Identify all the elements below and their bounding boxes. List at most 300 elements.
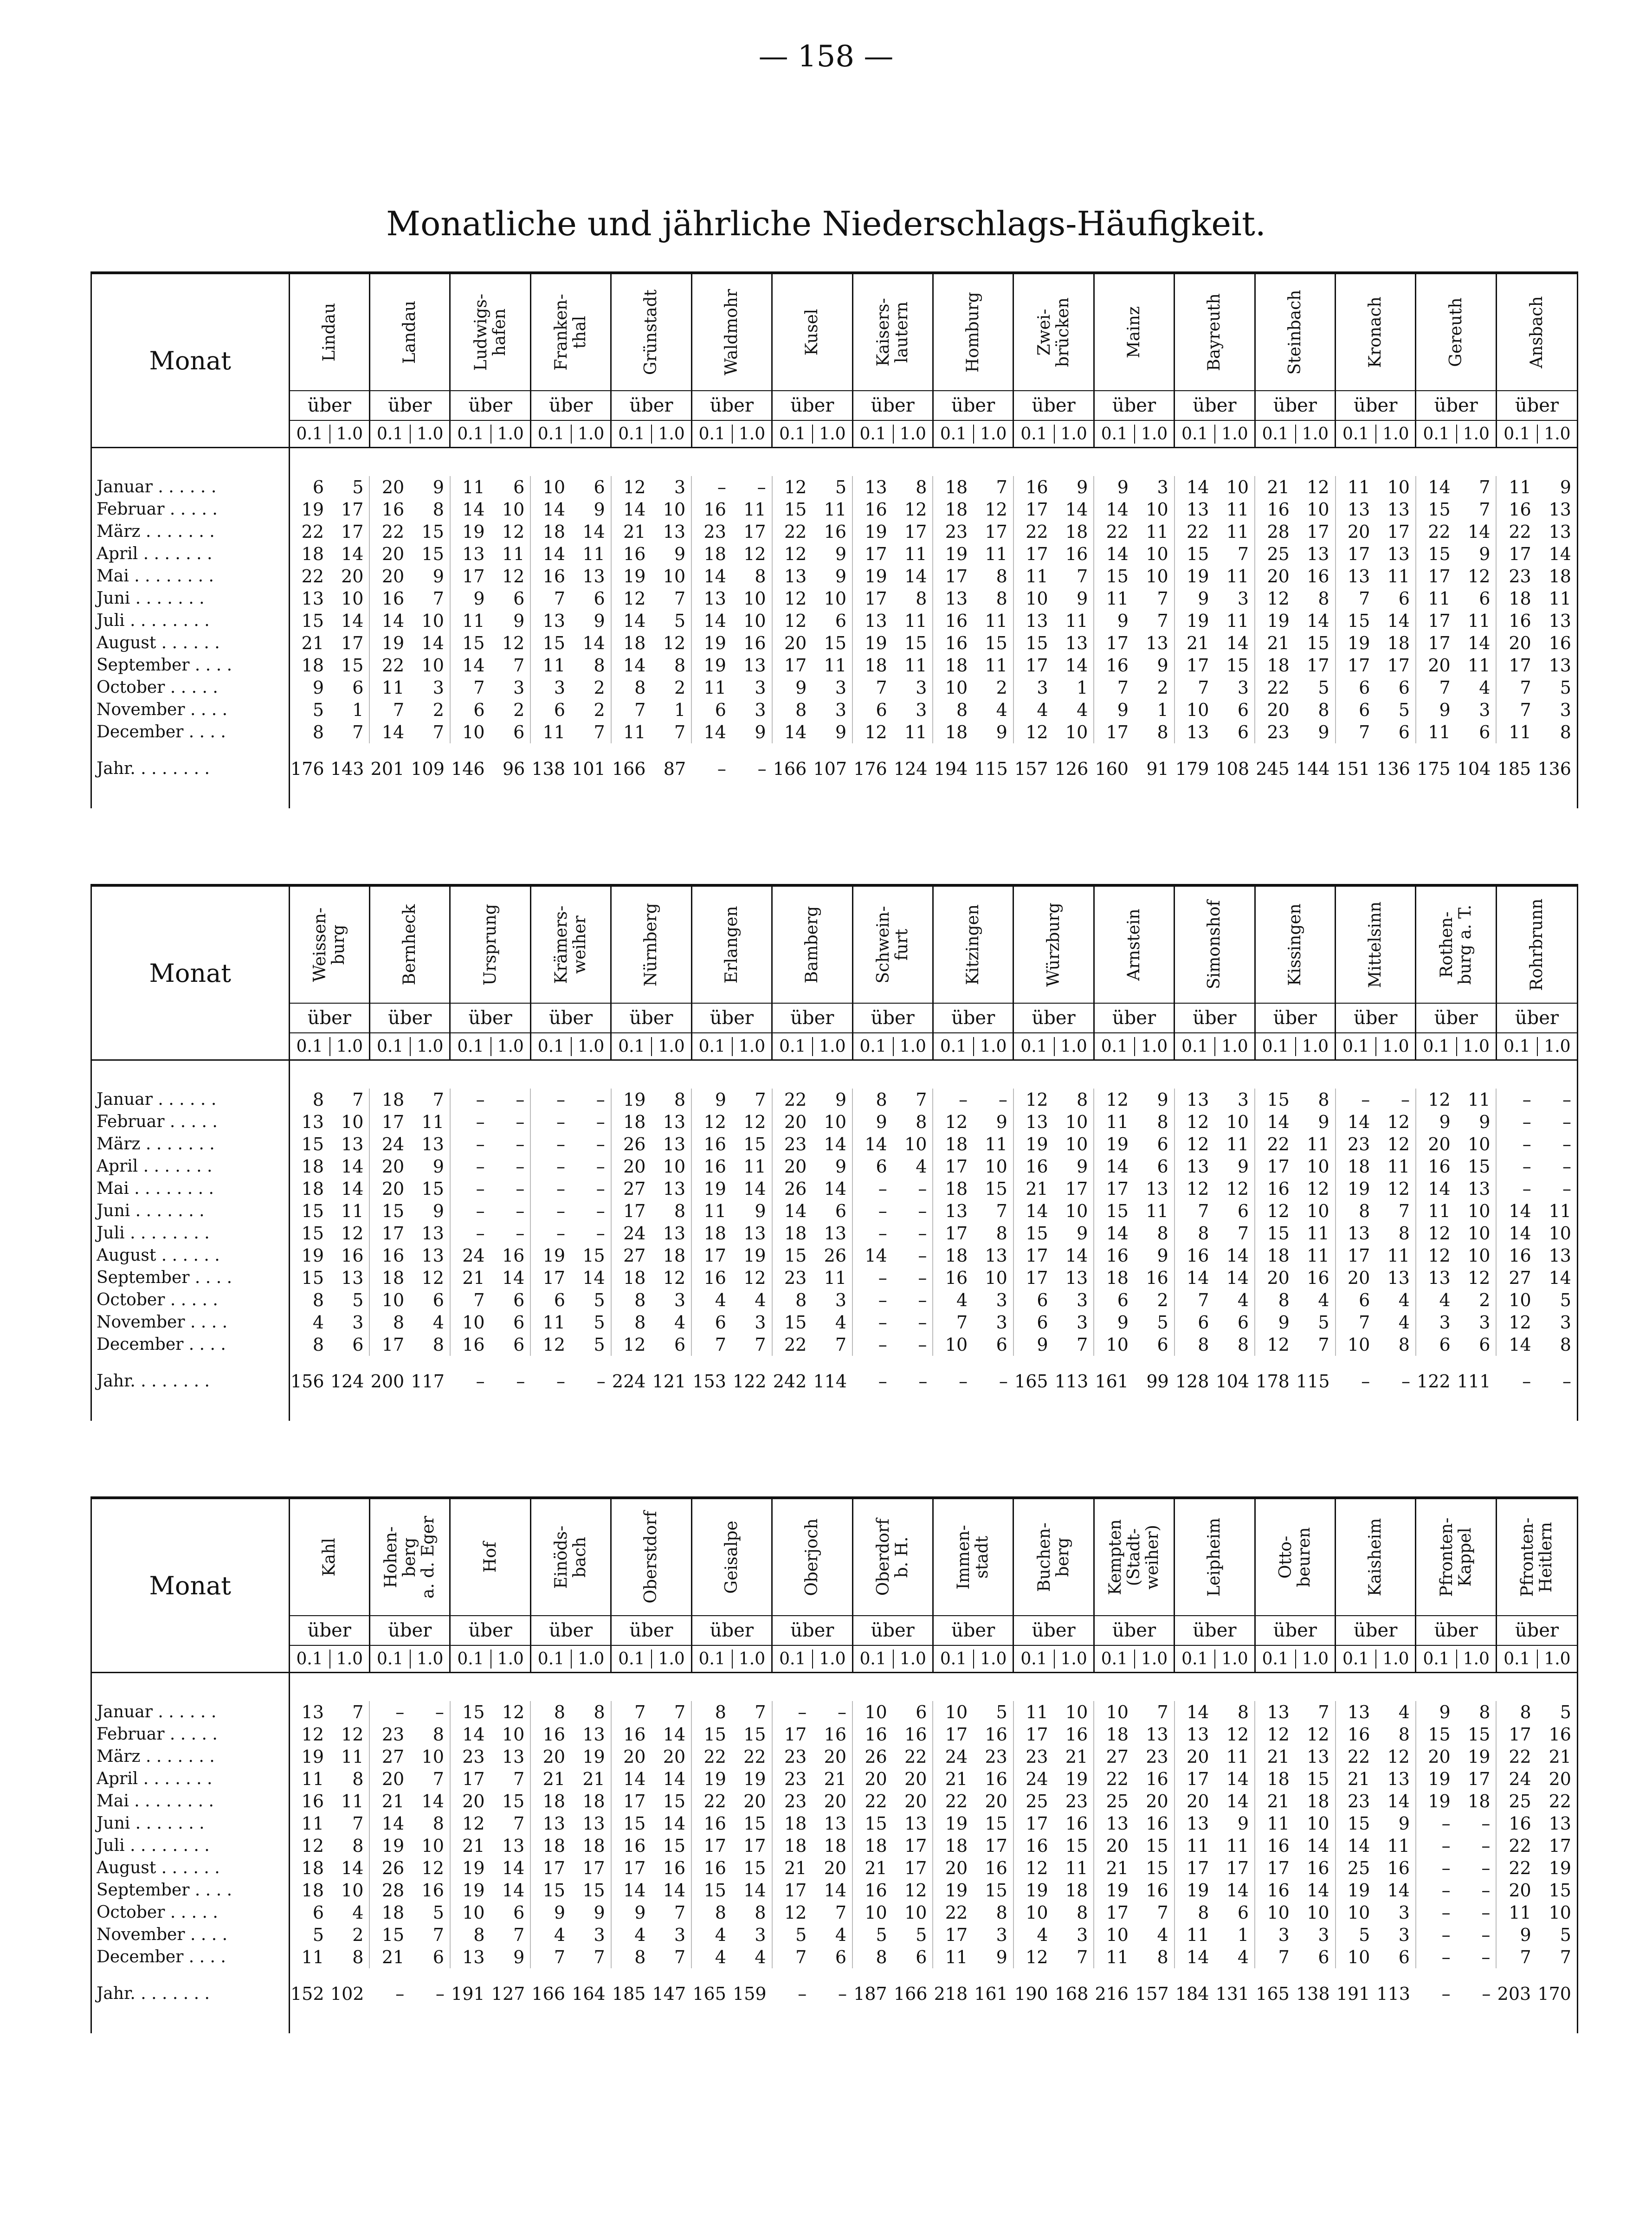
- days-over-0.1: 19: [703, 1769, 726, 1789]
- station-header: [1094, 274, 1174, 391]
- days-over-0.1: 10: [1509, 1290, 1531, 1310]
- days-over-0.1: –: [556, 1223, 566, 1244]
- days-over-1.0: 11: [502, 544, 525, 564]
- threshold-value: 0.1: [940, 1037, 967, 1056]
- days-over-0.1: 13: [301, 1112, 324, 1132]
- year-over-0.1: 161: [1095, 1371, 1129, 1392]
- days-over-1.0: 18: [1065, 522, 1088, 542]
- data-cell: [1416, 1946, 1496, 1968]
- threshold-header: [369, 1033, 450, 1060]
- days-over-1.0: 2: [432, 700, 444, 720]
- station-name: Ansbach: [1527, 296, 1546, 368]
- days-over-1.0: 10: [1065, 1134, 1088, 1154]
- year-over-1.0: 124: [330, 1371, 364, 1392]
- data-cell: [691, 1879, 772, 1901]
- ueber-label: über: [772, 391, 852, 420]
- days-over-0.1: 10: [462, 722, 485, 742]
- days-over-0.1: 15: [301, 1134, 324, 1154]
- days-over-1.0: 5: [835, 477, 846, 497]
- days-over-1.0: 10: [1065, 1112, 1088, 1132]
- days-over-1.0: 4: [755, 1290, 766, 1310]
- threshold-value: 0.1: [698, 424, 725, 444]
- days-over-1.0: 7: [432, 1769, 444, 1789]
- days-over-0.1: 6: [1359, 1290, 1370, 1310]
- days-over-0.1: 16: [623, 1836, 646, 1856]
- days-over-0.1: 13: [945, 1201, 968, 1221]
- data-cell: [1094, 565, 1174, 587]
- days-over-1.0: 5: [1560, 1702, 1571, 1722]
- data-cell: [691, 1901, 772, 1924]
- data-cell: [530, 1111, 611, 1133]
- data-cell: [772, 721, 852, 743]
- days-over-0.1: 14: [703, 722, 726, 742]
- days-over-0.1: –: [476, 1179, 485, 1199]
- days-over-0.1: 10: [945, 1334, 968, 1355]
- days-over-1.0: 12: [502, 1702, 525, 1722]
- ueber-label: über: [933, 391, 1013, 420]
- data-cell: [369, 1334, 450, 1356]
- days-over-0.1: 17: [1428, 633, 1451, 653]
- year-cell: [1496, 1982, 1577, 2005]
- data-cell: [289, 1946, 369, 1968]
- threshold-value: 1.0: [1537, 1650, 1577, 1669]
- month-label: November . . . .: [92, 699, 289, 721]
- days-over-1.0: –: [596, 1179, 605, 1199]
- days-over-0.1: 22: [865, 1791, 887, 1811]
- days-over-0.1: 14: [1347, 1836, 1370, 1856]
- data-cell: [852, 1267, 933, 1289]
- days-over-1.0: 11: [1226, 611, 1249, 631]
- days-over-0.1: 17: [381, 1334, 405, 1355]
- station-header: [852, 887, 933, 1003]
- data-cell: [691, 1835, 772, 1857]
- data-cell: [772, 1111, 852, 1133]
- data-cell: [852, 699, 933, 721]
- data-cell: [1416, 721, 1496, 743]
- days-over-1.0: 8: [755, 1902, 766, 1923]
- days-over-1.0: 20: [743, 1791, 766, 1811]
- days-over-0.1: 16: [381, 588, 405, 609]
- data-cell: [530, 521, 611, 543]
- threshold-header: [1416, 1645, 1496, 1673]
- data-cell: [369, 610, 450, 632]
- station-name: Arnstein: [1124, 909, 1143, 981]
- station-header: [852, 1499, 933, 1616]
- data-cell: [289, 1311, 369, 1334]
- days-over-1.0: 4: [1479, 677, 1491, 698]
- year-cell: [369, 757, 450, 780]
- days-over-0.1: 15: [462, 633, 485, 653]
- threshold-value: 0.1: [1342, 424, 1369, 444]
- station-name: Simonshof: [1205, 900, 1224, 989]
- days-over-1.0: –: [1481, 1880, 1491, 1901]
- days-over-0.1: 16: [1267, 499, 1290, 520]
- data-cell: [933, 1879, 1013, 1901]
- threshold-value: 0.1: [1020, 1649, 1047, 1669]
- data-cell: [852, 521, 933, 543]
- table-row: [92, 498, 1577, 521]
- station-name: Landau: [400, 300, 419, 364]
- days-over-1.0: –: [516, 1156, 525, 1177]
- threshold-value: 1.0: [571, 425, 610, 444]
- data-cell: [772, 1267, 852, 1289]
- data-cell: [289, 476, 369, 498]
- days-over-0.1: 17: [542, 1858, 566, 1878]
- threshold-value: 1.0: [732, 425, 771, 444]
- data-cell: [369, 1901, 450, 1924]
- data-cell: [369, 721, 450, 743]
- table-block-3: [90, 1496, 1578, 2033]
- days-over-0.1: 6: [1198, 1312, 1209, 1333]
- threshold-value: 1.0: [893, 425, 932, 444]
- days-over-1.0: 16: [502, 1245, 525, 1266]
- data-cell: [1013, 1835, 1094, 1857]
- days-over-0.1: 10: [1106, 1334, 1129, 1355]
- threshold-value: 0.1: [537, 1649, 565, 1669]
- year-over-1.0: –: [1482, 1984, 1491, 2004]
- data-cell: [852, 654, 933, 677]
- data-cell: [289, 1790, 369, 1812]
- threshold-value: 0.1: [1504, 424, 1530, 444]
- data-cell: [933, 1812, 1013, 1835]
- days-over-0.1: 8: [715, 1702, 726, 1722]
- month-label: October . . . . .: [92, 677, 289, 699]
- days-over-0.1: 4: [634, 1925, 646, 1945]
- year-cell: [1255, 1370, 1335, 1393]
- data-cell: [1416, 1701, 1496, 1723]
- data-cell: [611, 1723, 691, 1746]
- data-cell: [1255, 654, 1335, 677]
- days-over-1.0: 5: [1318, 677, 1329, 698]
- station-header: [772, 887, 852, 1003]
- year-over-1.0: 102: [330, 1984, 364, 2004]
- data-cell: [1496, 587, 1577, 610]
- year-cell: [1094, 757, 1174, 780]
- table-row: [92, 1901, 1577, 1924]
- days-over-0.1: –: [878, 1268, 887, 1288]
- days-over-0.1: 17: [1026, 1268, 1048, 1288]
- days-over-0.1: 18: [945, 1245, 968, 1266]
- days-over-1.0: 6: [1398, 1947, 1410, 1967]
- threshold-header: [1336, 1645, 1416, 1673]
- days-over-0.1: 16: [1509, 1813, 1531, 1834]
- month-label: September . . . .: [92, 654, 289, 677]
- table-row: [92, 632, 1577, 654]
- days-over-1.0: 10: [1065, 722, 1088, 742]
- data-cell: [369, 1222, 450, 1244]
- days-over-0.1: 11: [1187, 1925, 1209, 1945]
- days-over-1.0: 13: [1549, 1245, 1571, 1266]
- days-over-1.0: 10: [824, 588, 846, 609]
- station-header: [1416, 887, 1496, 1003]
- data-cell: [369, 1244, 450, 1267]
- days-over-0.1: 8: [1520, 1702, 1531, 1722]
- days-over-0.1: 17: [945, 1223, 968, 1244]
- days-over-0.1: 11: [542, 655, 566, 676]
- days-over-0.1: 25: [1347, 1858, 1370, 1878]
- data-cell: [1496, 565, 1577, 587]
- days-over-1.0: 4: [1157, 1925, 1168, 1945]
- data-cell: [1255, 1289, 1335, 1311]
- days-over-1.0: 10: [1549, 1902, 1571, 1923]
- station-header: [289, 274, 369, 391]
- station-header: [611, 887, 691, 1003]
- days-over-1.0: 3: [1157, 477, 1168, 497]
- days-over-1.0: 3: [1077, 1290, 1088, 1310]
- days-over-1.0: 13: [1307, 1747, 1329, 1767]
- data-cell: [772, 565, 852, 587]
- data-cell: [1174, 610, 1255, 632]
- data-cell: [611, 1790, 691, 1812]
- days-over-0.1: 21: [381, 1947, 405, 1967]
- threshold-header: [611, 1645, 691, 1673]
- days-over-1.0: 8: [1560, 1334, 1571, 1355]
- data-cell: [450, 677, 530, 699]
- days-over-0.1: 7: [473, 677, 485, 698]
- days-over-1.0: 17: [1387, 655, 1410, 676]
- threshold-value: 0.1: [1262, 424, 1289, 444]
- data-cell: [1496, 721, 1577, 743]
- days-over-0.1: 14: [623, 1769, 646, 1789]
- data-cell: [611, 610, 691, 632]
- days-over-0.1: 8: [795, 1290, 807, 1310]
- days-over-1.0: 4: [755, 1947, 766, 1967]
- days-over-1.0: 7: [1560, 1947, 1571, 1967]
- days-over-1.0: 5: [352, 1290, 364, 1310]
- data-cell: [530, 610, 611, 632]
- station-header: [1013, 274, 1094, 391]
- days-over-0.1: 17: [381, 1223, 405, 1244]
- data-cell: [450, 632, 530, 654]
- station-header: [1496, 887, 1577, 1003]
- station-name: Kitzingen: [963, 904, 983, 986]
- station-name: Würzburg: [1044, 902, 1063, 987]
- days-over-0.1: 17: [1428, 566, 1451, 587]
- ueber-label: über: [852, 1003, 933, 1033]
- days-over-0.1: 18: [1267, 655, 1290, 676]
- data-cell: [1416, 565, 1496, 587]
- data-cell: [289, 1701, 369, 1723]
- data-cell: [611, 1812, 691, 1835]
- days-over-0.1: 9: [554, 1902, 566, 1923]
- data-cell: [1255, 543, 1335, 565]
- threshold-value: 1.0: [1295, 1037, 1335, 1056]
- threshold-value: 0.1: [1504, 1037, 1530, 1056]
- data-cell: [852, 476, 933, 498]
- days-over-0.1: 7: [554, 1947, 566, 1967]
- data-cell: [289, 565, 369, 587]
- year-over-1.0: 159: [733, 1984, 767, 2004]
- days-over-1.0: 11: [1468, 1089, 1491, 1110]
- data-cell: [852, 721, 933, 743]
- data-cell: [289, 1879, 369, 1901]
- days-over-1.0: 8: [432, 499, 444, 520]
- days-over-0.1: 6: [1359, 677, 1370, 698]
- data-cell: [772, 677, 852, 699]
- days-over-0.1: 19: [623, 566, 646, 587]
- ueber-label: über: [450, 1003, 530, 1033]
- data-cell: [1416, 1133, 1496, 1155]
- year-over-0.1: 245: [1256, 759, 1290, 779]
- data-cell: [1094, 1901, 1174, 1924]
- data-cell: [1255, 1901, 1335, 1924]
- days-over-1.0: 15: [421, 1179, 444, 1199]
- days-over-0.1: –: [1522, 1089, 1531, 1110]
- days-over-0.1: 17: [1026, 655, 1048, 676]
- table-row: [92, 677, 1577, 699]
- station-name: Kaisheim: [1366, 1518, 1385, 1597]
- data-cell: [852, 1723, 933, 1746]
- year-over-0.1: 156: [290, 1371, 324, 1392]
- data-cell: [369, 1089, 450, 1111]
- days-over-1.0: 17: [904, 522, 927, 542]
- data-cell: [852, 1334, 933, 1356]
- threshold-header: [1255, 1645, 1335, 1673]
- data-cell: [1496, 1857, 1577, 1879]
- threshold-value: 0.1: [376, 1649, 404, 1669]
- days-over-1.0: 13: [1387, 1268, 1410, 1288]
- threshold-header: [691, 420, 772, 448]
- threshold-header: [852, 1033, 933, 1060]
- station-name: Waldmohr: [722, 289, 741, 376]
- data-cell: [1336, 632, 1416, 654]
- data-cell: [1013, 1946, 1094, 1968]
- threshold-value: 0.1: [698, 1037, 725, 1056]
- days-over-0.1: 16: [1428, 1156, 1451, 1177]
- days-over-1.0: 5: [1157, 1312, 1168, 1333]
- data-cell: [450, 1311, 530, 1334]
- data-cell: [1255, 1835, 1335, 1857]
- days-over-0.1: 19: [1187, 611, 1209, 631]
- year-label: Jahr. . . . . . . .: [92, 757, 289, 780]
- days-over-0.1: 17: [1187, 1858, 1209, 1878]
- days-over-1.0: 11: [743, 499, 766, 520]
- days-over-0.1: 20: [784, 1112, 807, 1132]
- data-cell: [933, 1924, 1013, 1946]
- station-header: [450, 274, 530, 391]
- data-cell: [450, 565, 530, 587]
- days-over-0.1: 8: [956, 700, 968, 720]
- days-over-0.1: 11: [542, 722, 566, 742]
- days-over-1.0: 5: [432, 1902, 444, 1923]
- days-over-0.1: 23: [784, 1747, 807, 1767]
- station-name: Grünstadt: [641, 289, 661, 375]
- days-over-0.1: 14: [1187, 1268, 1209, 1288]
- data-cell: [691, 1133, 772, 1155]
- days-over-0.1: 11: [381, 677, 405, 698]
- data-cell: [1013, 1746, 1094, 1768]
- station-name: Kempten (Stadt- weiher): [1105, 1519, 1162, 1595]
- data-cell: [530, 1790, 611, 1812]
- days-over-0.1: 14: [1106, 1156, 1129, 1177]
- days-over-0.1: 17: [1509, 655, 1531, 676]
- days-over-0.1: 18: [865, 655, 887, 676]
- data-cell: [611, 699, 691, 721]
- days-over-1.0: 13: [663, 1112, 686, 1132]
- data-cell: [1496, 1901, 1577, 1924]
- ueber-label: über: [691, 1616, 772, 1645]
- threshold-value: 1.0: [1456, 1037, 1496, 1056]
- year-over-0.1: 179: [1175, 759, 1209, 779]
- days-over-1.0: 11: [1307, 1134, 1329, 1154]
- days-over-1.0: 7: [513, 655, 525, 676]
- days-over-0.1: 6: [554, 1290, 566, 1310]
- data-cell: [611, 521, 691, 543]
- data-cell: [1174, 543, 1255, 565]
- days-over-1.0: 15: [1065, 1836, 1088, 1856]
- data-cell: [1255, 1946, 1335, 1968]
- days-over-1.0: 15: [743, 1134, 766, 1154]
- days-over-1.0: 6: [1237, 1312, 1249, 1333]
- days-over-1.0: 7: [1479, 499, 1491, 520]
- days-over-1.0: 14: [1065, 499, 1088, 520]
- days-over-1.0: 9: [1398, 1813, 1410, 1834]
- data-cell: [289, 543, 369, 565]
- data-cell: [852, 1200, 933, 1222]
- days-over-0.1: 11: [1026, 566, 1048, 587]
- data-cell: [1255, 1178, 1335, 1200]
- data-cell: [1336, 1857, 1416, 1879]
- days-over-1.0: 11: [1468, 655, 1491, 676]
- year-over-0.1: –: [476, 1371, 485, 1392]
- days-over-0.1: 18: [945, 499, 968, 520]
- data-cell: [772, 1879, 852, 1901]
- threshold-value: 1.0: [571, 1037, 610, 1056]
- year-over-1.0: 166: [893, 1984, 928, 2004]
- data-cell: [772, 1857, 852, 1879]
- days-over-0.1: 12: [1509, 1312, 1531, 1333]
- days-over-1.0: 11: [1549, 1201, 1571, 1221]
- days-over-0.1: 11: [301, 1813, 324, 1834]
- days-over-0.1: 18: [1106, 1268, 1129, 1288]
- year-cell: [691, 1370, 772, 1393]
- data-cell: [450, 1701, 530, 1723]
- days-over-0.1: 11: [1187, 1836, 1209, 1856]
- days-over-0.1: 19: [945, 544, 968, 564]
- days-over-0.1: 6: [876, 700, 887, 720]
- days-over-1.0: 6: [1398, 722, 1410, 742]
- days-over-1.0: 8: [996, 1902, 1007, 1923]
- month-label: September . . . .: [92, 1267, 289, 1289]
- days-over-1.0: 3: [755, 700, 766, 720]
- days-over-0.1: 18: [1267, 1245, 1290, 1266]
- year-over-0.1: 146: [451, 759, 485, 779]
- days-over-1.0: –: [1481, 1836, 1491, 1856]
- days-over-1.0: 11: [1387, 566, 1410, 587]
- days-over-1.0: 14: [743, 1880, 766, 1901]
- data-cell: [450, 1946, 530, 1968]
- days-over-1.0: 10: [1307, 1813, 1329, 1834]
- data-cell: [772, 1311, 852, 1334]
- days-over-0.1: 17: [623, 1201, 646, 1221]
- days-over-1.0: 11: [341, 1791, 364, 1811]
- precipitation-table: [92, 887, 1577, 1421]
- days-over-0.1: 27: [1509, 1268, 1531, 1288]
- threshold-value: 0.1: [859, 1037, 886, 1056]
- year-cell: [530, 1982, 611, 2005]
- days-over-0.1: 26: [784, 1179, 807, 1199]
- days-over-1.0: 6: [1157, 1334, 1168, 1355]
- days-over-0.1: 18: [945, 722, 968, 742]
- days-over-0.1: 14: [623, 1880, 646, 1901]
- days-over-0.1: 19: [1428, 1791, 1451, 1811]
- data-cell: [933, 521, 1013, 543]
- data-cell: [1174, 1901, 1255, 1924]
- days-over-1.0: 17: [904, 1836, 927, 1856]
- days-over-0.1: 19: [1267, 611, 1290, 631]
- year-cell: [1013, 757, 1094, 780]
- station-name: Bayreuth: [1205, 293, 1224, 371]
